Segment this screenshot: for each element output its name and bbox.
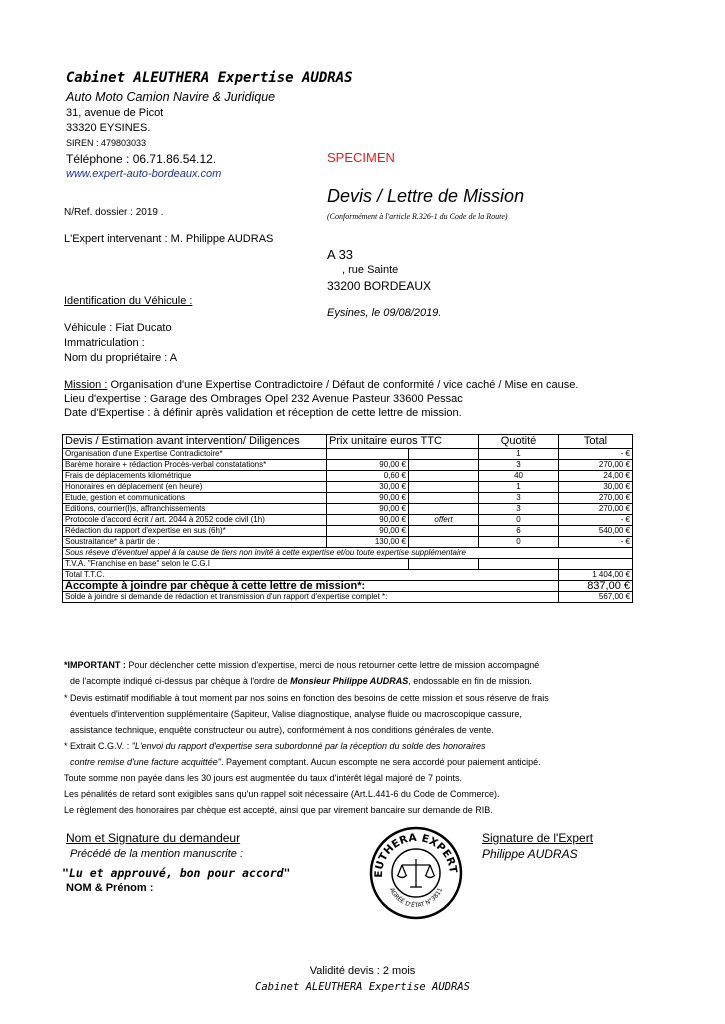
expert-signature-name: Philippe AUDRAS bbox=[482, 847, 578, 861]
table-row bbox=[63, 526, 633, 537]
cgv-suffix: . Payement comptant. Aucun escompte ne sera accordé pour paiement anticipé. bbox=[221, 757, 541, 767]
recipient-line3: 33200 BORDEAUX bbox=[327, 279, 432, 293]
cabinet-specialty: Auto Moto Camion Navire & Juridique bbox=[66, 90, 276, 104]
mission-label: Mission : bbox=[64, 379, 108, 391]
doc-subtitle: (Conformément à l'article R.326-1 du Code de la Route) bbox=[327, 212, 508, 221]
stamp-bottom-text: AGRÉÉ D'ÉTAT N°3811 bbox=[387, 886, 445, 910]
client-signature-title: Nom et Signature du demandeur bbox=[66, 831, 241, 845]
important-line2 bbox=[70, 676, 532, 686]
header-total: Total bbox=[559, 435, 633, 449]
estimate-line3: assistance technique, enquête constructeur ou autre), conformément à nos conditions générales de vente. bbox=[70, 725, 494, 735]
recipient-line1: A 33 bbox=[327, 247, 354, 262]
svg-text:ALEUTHERA EXPERTISE bbox=[368, 825, 459, 878]
reserve-row bbox=[63, 548, 633, 559]
client-mention: "Lu et approuvé, bon pour accord" bbox=[62, 866, 291, 880]
table-row bbox=[63, 515, 633, 526]
row-label: Soustraitance* à partir de : bbox=[63, 537, 327, 548]
row-label: Barème horaire + rédaction Procès-verbal constatations* bbox=[63, 460, 327, 471]
important-line1 bbox=[64, 660, 539, 670]
table-row bbox=[63, 460, 633, 471]
vehicle-heading: Identification du Véhicule : bbox=[64, 295, 193, 307]
cgv-quote1: "L'envoi du rapport d'expertise sera subordonné par la réception du solde des honoraires bbox=[131, 741, 486, 751]
row-unit-price bbox=[327, 449, 409, 460]
row-label: Etude, gestion et communications bbox=[63, 493, 327, 504]
important-label: *IMPORTANT : bbox=[64, 660, 126, 670]
row-total: 270,00 € bbox=[559, 504, 633, 515]
row-label: Rédaction du rapport d'expertise en sus (6h)* bbox=[63, 526, 327, 537]
row-note bbox=[409, 449, 479, 460]
table-row bbox=[63, 493, 633, 504]
row-total: 24,00 € bbox=[559, 471, 633, 482]
cgv-line1 bbox=[64, 741, 486, 751]
table-row bbox=[63, 482, 633, 493]
phone: Téléphone : 06.71.86.54.12. bbox=[66, 152, 217, 166]
reference-line: N/Ref. dossier : 2019 . bbox=[64, 207, 164, 218]
total-row bbox=[63, 570, 633, 581]
table-row bbox=[63, 449, 633, 460]
tva-row bbox=[63, 559, 633, 570]
deposit-label: Accompte à joindre par chèque à cette lettre de mission*: bbox=[63, 581, 559, 592]
header-designation: Devis / Estimation avant intervention/ Diligences bbox=[63, 435, 327, 449]
row-unit-price: 90,00 € bbox=[327, 515, 409, 526]
website-link[interactable]: www.expert-auto-bordeaux.com bbox=[66, 168, 222, 180]
deposit-value: 837,00 € bbox=[559, 581, 633, 592]
place-date: Eysines, le 09/08/2019. bbox=[327, 307, 442, 319]
row-unit-price: 90,00 € bbox=[327, 493, 409, 504]
row-note bbox=[409, 482, 479, 493]
vehicle-model: Véhicule : Fiat Ducato bbox=[64, 322, 172, 334]
important-text: Pour déclencher cette mission d'expertise, merci de nous retourner cette lettre de mission accompagné bbox=[125, 660, 540, 670]
row-unit-price: 130,00 € bbox=[327, 537, 409, 548]
row-label: Frais de déplacements kilométrique bbox=[63, 471, 327, 482]
item-rows bbox=[63, 449, 633, 548]
client-signature-sub: Précédé de la mention manuscrite : bbox=[70, 848, 244, 860]
mission-date: Date d'Expertise : à définir après validation et réception de cette lettre de mission. bbox=[64, 407, 462, 419]
row-note bbox=[409, 471, 479, 482]
row-label: Organisation d'une Expertise Contradictoire* bbox=[63, 449, 327, 460]
late-line1: Toute somme non payée dans les 30 jours est augmentée du taux d'intérêt légal majoré de 7 points. bbox=[64, 773, 462, 783]
expertise-stamp bbox=[368, 825, 464, 921]
deposit-row bbox=[63, 581, 633, 592]
row-unit-price: 0,60 € bbox=[327, 471, 409, 482]
row-unit-price: 90,00 € bbox=[327, 460, 409, 471]
recipient-line2: , rue Sainte bbox=[342, 264, 399, 276]
row-quantity: 3 bbox=[479, 460, 559, 471]
row-quantity: 6 bbox=[479, 526, 559, 537]
client-name-label: NOM & Prénom : bbox=[66, 882, 154, 894]
row-note: offert bbox=[409, 515, 479, 526]
row-note bbox=[409, 460, 479, 471]
stamp-top-text: EUTHERA EXPERT bbox=[372, 831, 460, 878]
row-note bbox=[409, 526, 479, 537]
vehicle-registration: Immatriculation : bbox=[64, 337, 145, 349]
row-total: 540,00 € bbox=[559, 526, 633, 537]
tva-empty-total bbox=[559, 559, 633, 570]
expert-signature-title: Signature de l'Expert bbox=[482, 831, 594, 845]
scales-of-justice-icon bbox=[397, 859, 435, 887]
row-note bbox=[409, 537, 479, 548]
row-quantity: 1 bbox=[479, 482, 559, 493]
important-text2b: , endossable en fin de mission. bbox=[408, 676, 532, 686]
estimate-table bbox=[62, 434, 633, 603]
validity-line: Validité devis : 2 mois bbox=[309, 965, 416, 977]
important-name: Monsieur Philippe AUDRAS bbox=[290, 676, 409, 686]
row-total: 270,00 € bbox=[559, 460, 633, 471]
tva-empty-note bbox=[409, 559, 479, 570]
row-total: 30,00 € bbox=[559, 482, 633, 493]
balance-row bbox=[63, 592, 633, 603]
mission-text: Organisation d'une Expertise Contradictoire / Défaut de conformité / vice caché / Mise en cause. bbox=[107, 379, 579, 391]
row-unit-price: 30,00 € bbox=[327, 482, 409, 493]
mission-place: Lieu d'expertise : Garage des Ombrages Opel 232 Avenue Pasteur 33600 Pessac bbox=[64, 393, 463, 405]
row-total: - € bbox=[559, 515, 633, 526]
cgv-line2 bbox=[70, 757, 541, 767]
estimate-line1: * Devis estimatif modifiable à tout moment par nos soins en fonction des besoins de cette mission et sous réserve de frais bbox=[64, 693, 549, 703]
row-label: Honoraires en déplacement (en heure) bbox=[63, 482, 327, 493]
row-unit-price: 90,00 € bbox=[327, 504, 409, 515]
vehicle-owner: Nom du propriétaire : A bbox=[64, 352, 178, 364]
total-value: 1 404,00 € bbox=[559, 570, 633, 581]
late-line2: Les pénalités de retard sont exigibles sans qu'un rappel soit nécessaire (Art.L.441-6 du Code de Commerce). bbox=[64, 789, 500, 799]
row-quantity: 0 bbox=[479, 515, 559, 526]
expert-line: L'Expert intervenant : M. Philippe AUDRAS bbox=[64, 233, 274, 245]
doc-title: Devis / Lettre de Mission bbox=[327, 186, 525, 206]
siren: SIREN : 479803033 bbox=[66, 138, 147, 148]
important-text2a: de l'acompte indiqué ci-dessus par chèque à l'ordre de bbox=[70, 676, 291, 686]
stamp-seal-icon bbox=[368, 825, 464, 921]
total-label: Total T.T.C. bbox=[63, 570, 559, 581]
balance-value: 567,00 € bbox=[559, 592, 633, 603]
row-total: 270,00 € bbox=[559, 493, 633, 504]
row-label: Editions, courrier(l)s, affranchissements bbox=[63, 504, 327, 515]
row-unit-price: 90,00 € bbox=[327, 526, 409, 537]
balance-label: Solde à joindre si demande de rédaction et transmission d'un rapport d'expertise complet *: bbox=[63, 592, 559, 603]
table-row bbox=[63, 471, 633, 482]
row-quantity: 3 bbox=[479, 504, 559, 515]
table-row bbox=[63, 504, 633, 515]
row-note bbox=[409, 504, 479, 515]
cgv-prefix: * Extrait C.G.V. : bbox=[64, 741, 132, 751]
footer-cabinet: Cabinet ALEUTHERA Expertise AUDRAS bbox=[255, 981, 470, 993]
table-header-row bbox=[63, 435, 633, 449]
tva-label: T.V.A. "Franchise en base" selon le C.G.I bbox=[63, 559, 409, 570]
row-quantity: 40 bbox=[479, 471, 559, 482]
payment-line: Le règlement des honoraires par chèque est accepté, ainsi que par virement bancaire sur demande de RIB. bbox=[64, 805, 493, 815]
row-quantity: 0 bbox=[479, 537, 559, 548]
svg-text:AGRÉÉ D'ÉTAT N°3811 bbox=[388, 887, 444, 909]
address-line1: 31, avenue de Picot bbox=[66, 107, 164, 119]
row-label: Protocole d'accord écrit / art. 2044 à 2052 code civil (1h) bbox=[63, 515, 327, 526]
cgv-quote2: contre remise d'une facture acquittée" bbox=[70, 757, 221, 767]
reserve-note: Sous réseve d'éventuel appel à la cause de tiers non invité à cette expertise et/ou toute expertise supplémentaire bbox=[63, 548, 633, 559]
specimen-label: SPECIMEN bbox=[327, 150, 395, 165]
tva-empty-qty bbox=[479, 559, 559, 570]
row-note bbox=[409, 493, 479, 504]
row-quantity: 3 bbox=[479, 493, 559, 504]
row-total: - € bbox=[559, 449, 633, 460]
mission-line bbox=[64, 379, 578, 391]
table-row bbox=[63, 537, 633, 548]
row-total: - € bbox=[559, 537, 633, 548]
row-quantity: 1 bbox=[479, 449, 559, 460]
header-quantity: Quotité bbox=[479, 435, 559, 449]
cabinet-name: Cabinet ALEUTHERA Expertise AUDRAS bbox=[66, 70, 353, 86]
estimate-line2: éventuels d'intervention supplémentaire (Sapiteur, Valise diagnostique, analyse fluide ou macroscopique cassure, bbox=[70, 709, 522, 719]
address-line2: 33320 EYSINES. bbox=[66, 122, 151, 134]
header-unit-price: Prix unitaire euros TTC bbox=[327, 435, 479, 449]
